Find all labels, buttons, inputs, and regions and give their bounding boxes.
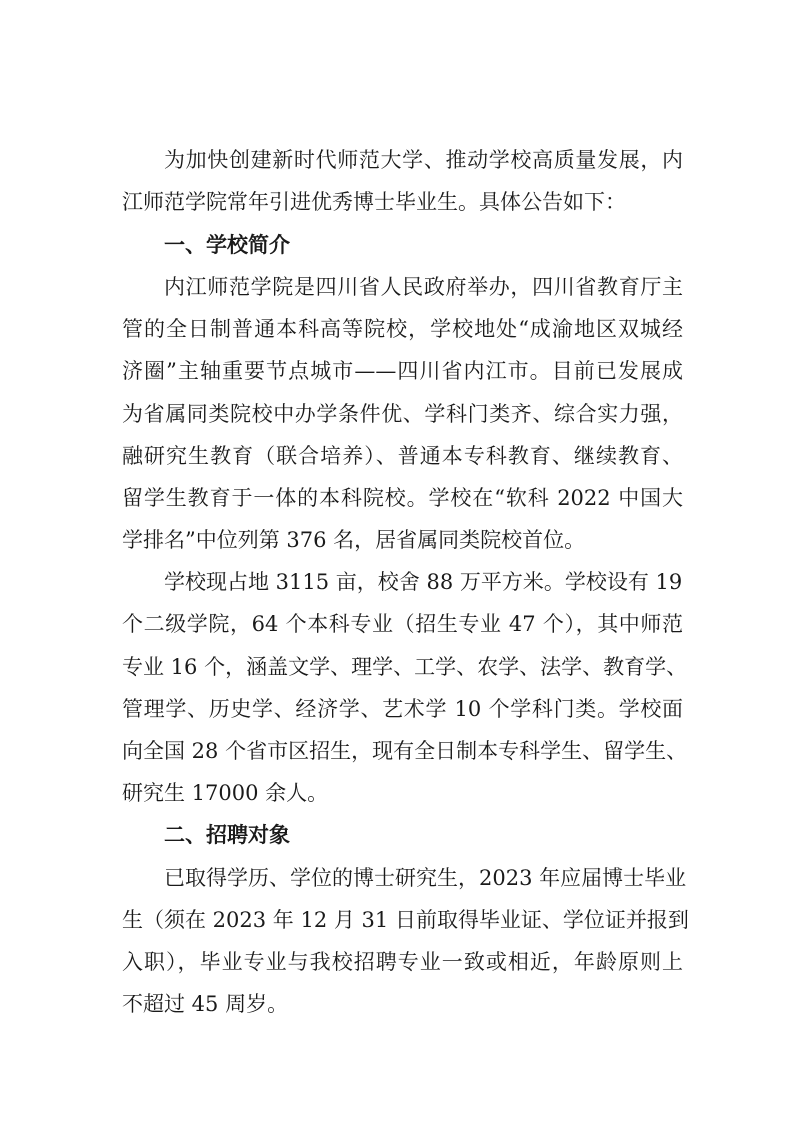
school-intro-line-3: 济圈”主轴重要节点城市——四川省内江市。目前已发展成 (122, 359, 683, 383)
section-heading-recruitment-target: 二、招聘对象 (164, 823, 290, 847)
school-stats-line-4: 管理学、历史学、经济学、艺术学 10 个学科门类。学校面 (122, 697, 683, 721)
school-intro-line-7: 学排名”中位列第 376 名，居省属同类院校首位。 (122, 528, 586, 552)
school-intro-line-5: 融研究生教育（联合培养）、普通本专科教育、继续教育、 (122, 444, 683, 468)
school-intro-line-6: 留学生教育于一体的本科院校。学校在“软科 2022 中国大 (122, 486, 683, 510)
school-intro-line-1: 内江师范学院是四川省人民政府举办，四川省教育厅主 (164, 275, 683, 299)
school-intro-line-2: 管的全日制普通本科高等院校，学校地处“成渝地区双城经 (122, 317, 683, 341)
recruitment-line-1: 已取得学历、学位的博士研究生，2023 年应届博士毕业 (164, 866, 687, 890)
school-stats-line-5: 向全国 28 个省市区招生，现有全日制本专科学生、留学生、 (122, 739, 688, 763)
school-stats-line-6: 研究生 17000 余人。 (122, 781, 329, 805)
recruitment-line-2: 生（须在 2023 年 12 月 31 日前取得毕业证、学位证并报到 (122, 908, 689, 932)
school-intro-line-4: 为省属同类院校中办学条件优、学科门类齐、综合实力强， (122, 402, 683, 426)
school-stats-line-1: 学校现占地 3115 亩，校舍 88 万平方米。学校设有 19 (164, 570, 683, 594)
intro-line-1: 为加快创建新时代师范大学、推动学校高质量发展，内 (164, 148, 683, 172)
section-heading-school-intro: 一、学校简介 (164, 233, 290, 257)
recruitment-line-3: 入职），毕业专业与我校招聘专业一致或相近，年龄原则上 (122, 950, 683, 974)
recruitment-line-4: 不超过 45 周岁。 (122, 992, 289, 1016)
school-stats-line-3: 专业 16 个，涵盖文学、理学、工学、农学、法学、教育学、 (122, 655, 688, 679)
intro-line-2: 江师范学院常年引进优秀博士毕业生。具体公告如下： (122, 190, 626, 214)
school-stats-line-2: 个二级学院，64 个本科专业（招生专业 47 个），其中师范 (122, 612, 683, 636)
